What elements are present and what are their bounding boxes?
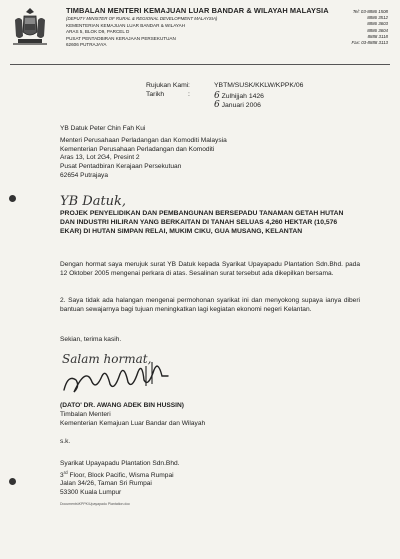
letterhead-address: [66, 23, 185, 48]
letterhead-address-line: PUSAT PENTADBIRAN KERAJAAN PERSEKUTUAN: [66, 35, 176, 41]
recipient-address: [60, 125, 227, 181]
handwritten-salutation: YB Datuk,: [60, 194, 127, 209]
recipient-line: Aras 13, Lot 2G4, Presint 2: [60, 154, 140, 162]
cc-floor-number: 3: [60, 471, 64, 479]
letterhead-address-line: 62606 PUTRAJAYA: [66, 41, 107, 47]
letterhead-address-line: KEMENTERIAN KEMAJUAN LUAR BANDAR & WILAYAH: [66, 23, 186, 28]
letterhead-phones: [351, 9, 388, 46]
handwritten-closing: Salam hormat,: [62, 352, 152, 366]
phone-line: 8886 3512: [367, 15, 388, 21]
letterhead-subtitle: (DEPUTY MINISTER OF RURAL & REGIONAL DEVELOPMENT MALAYSIA): [66, 16, 218, 21]
gregorian-date: [214, 100, 261, 110]
signatory-name: (DATO' DR. AWANG ADEK BIN HUSSIN): [60, 402, 184, 409]
phone-line: 8888 3118: [367, 33, 388, 39]
cc-floor-suffix: rd: [63, 469, 68, 475]
malaysia-coat-of-arms-icon: [10, 6, 50, 48]
signatory-title-line: Kementerian Kemajuan Luar Bandar dan Wilayah: [60, 419, 206, 427]
phone-line: 8886 3603: [367, 21, 388, 27]
reference-colon: :: [188, 82, 190, 89]
signatory-title: [60, 411, 205, 429]
phone-line: 8886 3604: [367, 27, 388, 33]
hijri-month: Zulhijjah 1426: [221, 93, 264, 100]
greg-day-handwritten: 6: [214, 100, 220, 110]
phone-line: Tel: 03-8886 1508: [352, 9, 388, 14]
punch-hole: [9, 195, 16, 202]
recipient-line: Menteri Perusahaan Perladangan dan Komoditi Malaysia: [60, 136, 227, 144]
date-label: Tarikh: [146, 91, 165, 98]
punch-hole: [9, 478, 16, 485]
phone-line: Fax: 03-8888 3113: [351, 40, 388, 46]
recipient-line: Kementerian Perusahaan Perladangan dan Komoditi: [60, 145, 215, 153]
reference-value: YBTM/SUSK/KKLW/KPPK/06: [214, 82, 304, 89]
cc-line: 53300 Kuala Lumpur: [60, 488, 122, 496]
cc-line: Jalan 34/26, Taman Sri Rumpai: [60, 480, 152, 488]
signature-image: [58, 346, 178, 400]
signatory-title-line: Timbalan Menteri: [60, 411, 111, 418]
recipient-line: 62654 Putrajaya: [60, 171, 109, 179]
cc-address: [60, 460, 180, 498]
paragraph-2: 2. Saya tidak ada halangan mengenai permohonan syarikat ini dan menyokong supaya ianya diberi bantuan sewajarnya bagi tujuan meningkatkan lagi kegiatan ekonomi negeri Kelantan.: [60, 297, 360, 313]
hijri-day-handwritten: 6: [214, 91, 220, 101]
letterhead-divider: [10, 64, 390, 65]
recipient-line: YB Datuk Peter Chin Fah Kui: [60, 125, 146, 132]
cc-line: Syarikat Upayapadu Plantation Sdn.Bhd.: [60, 460, 180, 467]
letter-subject: PROJEK PENYELIDIKAN DAN PEMBANGUNAN BERSEPADU TANAMAN GETAH HUTAN DAN INDUSTRI HILIRAN YANG BERKAITAN DI TANAH SELUAS 4,260 HEKTAR (10,576 EKAR) DI HUTAN SIMPAN RELAI, MUKIM CIKU, GUA MUSANG, KELANTAN: [60, 210, 344, 235]
recipient-line: Pusat Pentadbiran Kerajaan Persekutuan: [60, 163, 182, 171]
cc-floor-rest: Floor, Block Pacific, Wisma Rumpai: [67, 471, 174, 479]
gregorian-month: Januari 2006: [221, 102, 261, 109]
document-path-footer: Documents\KPPK\Upayapadu Plantation.doc: [60, 502, 131, 506]
closing-text: Sekian, terima kasih.: [60, 336, 122, 343]
copy-to-label: s.k.: [60, 438, 71, 445]
cc-line: [60, 469, 180, 481]
letterhead-title: TIMBALAN MENTERI KEMAJUAN LUAR BANDAR & WILAYAH MALAYSIA: [66, 6, 329, 15]
letterhead-address-line: ARAS 5, BLOK D9, PARCEL D: [66, 29, 130, 35]
date-colon: :: [188, 91, 190, 98]
reference-label: Rujukan Kami: [146, 82, 189, 89]
paragraph-1: Dengan hormat saya merujuk surat YB Datuk kepada Syarikat Upayapadu Plantation Sdn.Bhd. pada 12 Oktober 2005 mengenai perkara di atas. Sesalinan surat tersebut ada dikepilkan bersama.: [60, 261, 360, 277]
